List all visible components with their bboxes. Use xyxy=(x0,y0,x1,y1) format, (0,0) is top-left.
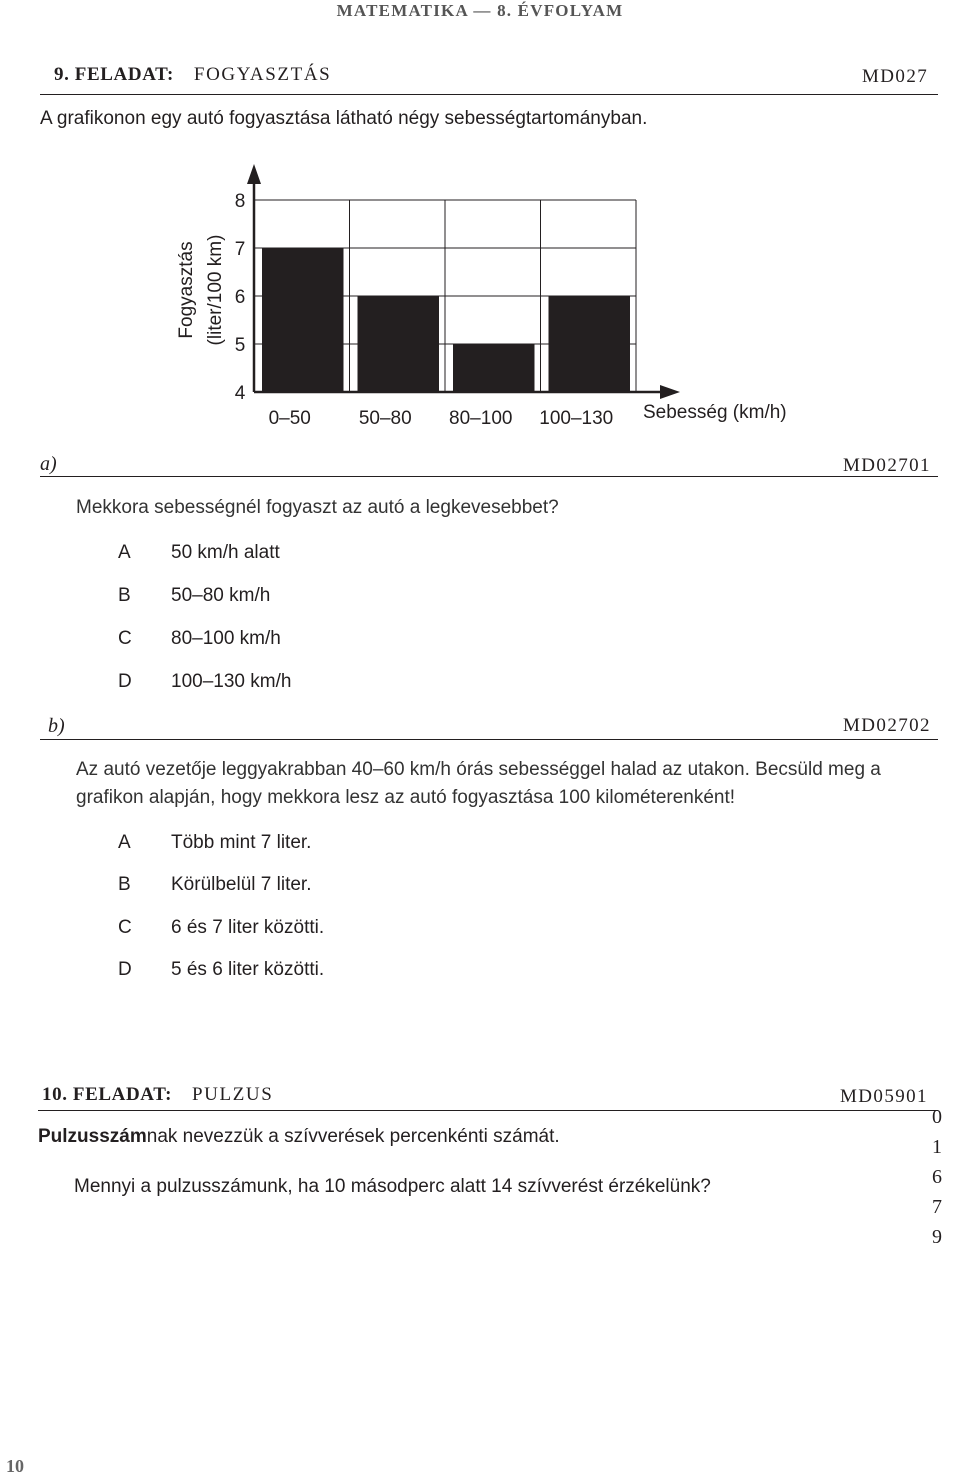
score-code-1: 1 xyxy=(932,1136,942,1158)
task10-rule xyxy=(38,1110,938,1111)
task10-name: PULZUS xyxy=(192,1084,274,1105)
option-a-letter: A xyxy=(118,832,131,853)
y-tick-label: 7 xyxy=(234,239,246,260)
part-b-question-line2: grafikon alapján, hogy mekkora lesz az autó fogyasztása 100 kilométerenként! xyxy=(76,787,736,808)
option-a-text: Több mint 7 liter. xyxy=(171,832,312,853)
bar-1 xyxy=(262,248,344,392)
x-axis-label: Sebesség (km/h) xyxy=(643,402,787,423)
bar-3 xyxy=(453,344,535,392)
task10-question: Mennyi a pulzusszámunk, ha 10 másodperc alatt 14 szívverést érzékelünk? xyxy=(74,1176,711,1197)
running-head: MATEMATIKA — 8. ÉVFOLYAM xyxy=(336,1,624,20)
part-b-rule xyxy=(40,739,938,740)
option-d-text: 100–130 km/h xyxy=(171,671,292,692)
task10-number: 10. FELADAT: xyxy=(42,1084,172,1105)
part-a-code: MD02701 xyxy=(843,455,931,476)
chart-bars xyxy=(262,248,630,392)
x-axis-arrow xyxy=(660,385,680,399)
bar-2 xyxy=(358,296,440,392)
consumption-chart xyxy=(0,0,960,440)
x-tick-label: 80–100 xyxy=(449,408,513,429)
part-a-rule xyxy=(40,476,938,477)
y-axis-label-line1: Fogyasztás xyxy=(176,241,197,339)
option-d-text: 5 és 6 liter közötti. xyxy=(171,959,325,980)
x-tick-label: 50–80 xyxy=(358,408,412,429)
score-code-6: 6 xyxy=(932,1166,942,1188)
option-a-letter: A xyxy=(118,542,131,563)
option-b-letter: B xyxy=(118,874,131,895)
part-a-label: a) xyxy=(40,453,57,475)
y-tick-label: 8 xyxy=(234,191,246,212)
part-b-label: b) xyxy=(48,715,65,737)
bar-4 xyxy=(549,296,631,392)
score-code-0: 0 xyxy=(932,1106,942,1128)
option-c-letter: C xyxy=(118,917,132,938)
task10-intro-rest: nak nevezzük a szívverések percenkénti számát. xyxy=(146,1126,560,1147)
option-b-letter: B xyxy=(118,585,131,606)
option-b-text: 50–80 km/h xyxy=(171,585,271,606)
option-a-text: 50 km/h alatt xyxy=(171,542,280,563)
y-axis-label-line2: (liter/100 km) xyxy=(205,234,226,346)
x-tick-label: 0–50 xyxy=(268,408,311,429)
part-b-code: MD02702 xyxy=(843,715,931,736)
part-b-question-line1: Az autó vezetője leggyakrabban 40–60 km/h órás sebességgel halad az utakon. Becsüld meg a xyxy=(76,759,881,780)
task10-intro-term: Pulzusszám xyxy=(38,1126,147,1147)
option-c-text: 6 és 7 liter közötti. xyxy=(171,917,325,938)
part-a-question: Mekkora sebességnél fogyaszt az autó a legkevesebbet? xyxy=(76,497,559,518)
task9-intro: A grafikonon egy autó fogyasztása látható négy sebességtartományban. xyxy=(40,108,648,129)
score-code-7: 7 xyxy=(932,1196,942,1218)
option-c-letter: C xyxy=(118,628,132,649)
y-tick-label: 5 xyxy=(234,335,246,356)
y-axis-arrow xyxy=(247,164,261,184)
option-d-letter: D xyxy=(118,671,132,692)
x-tick-label: 100–130 xyxy=(539,408,614,429)
task9-number: 9. FELADAT: xyxy=(54,64,174,85)
option-b-text: Körülbelül 7 liter. xyxy=(171,874,312,895)
option-d-letter: D xyxy=(118,959,132,980)
y-tick-label: 6 xyxy=(234,287,246,308)
task10-intro xyxy=(38,1126,560,1148)
score-code-9: 9 xyxy=(932,1226,942,1248)
task10-title xyxy=(42,1084,273,1106)
option-c-text: 80–100 km/h xyxy=(171,628,281,649)
y-tick-label: 4 xyxy=(234,383,246,404)
page-number: 10 xyxy=(6,1456,24,1476)
task9-code: MD027 xyxy=(862,66,929,87)
task9-name: FOGYASZTÁS xyxy=(193,64,332,85)
task10-code: MD05901 xyxy=(840,1086,928,1107)
